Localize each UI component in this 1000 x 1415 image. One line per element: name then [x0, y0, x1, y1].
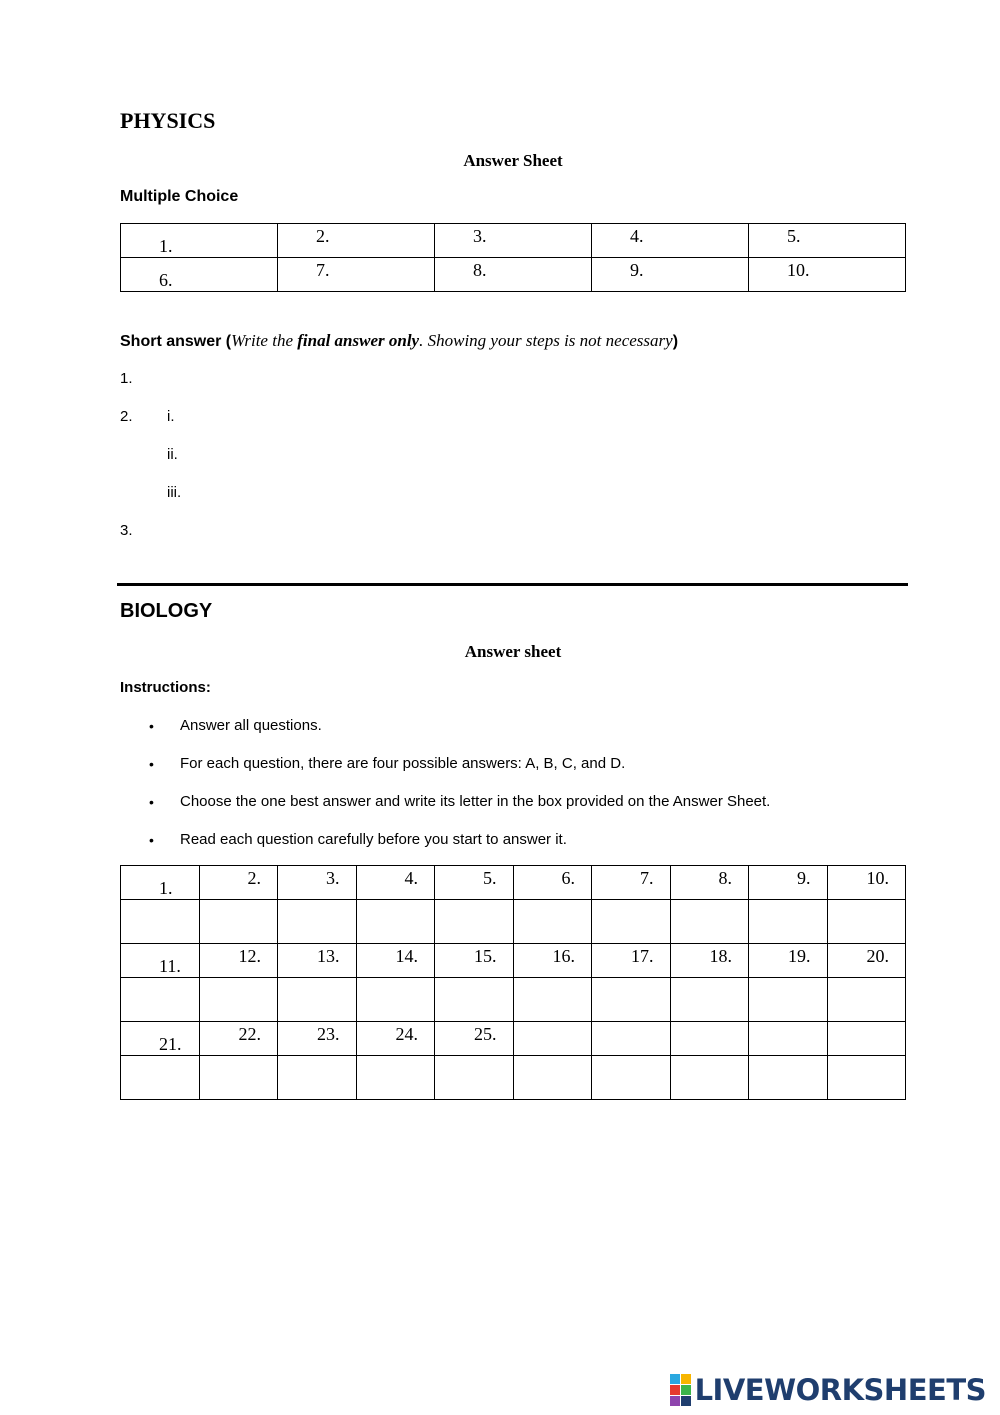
- short-answer-heading: [120, 331, 678, 351]
- question-number: 15.: [474, 946, 497, 966]
- grid-number-cell: [592, 1022, 671, 1056]
- grid-number-cell: [278, 866, 357, 900]
- section-divider: [117, 583, 908, 586]
- bullet-icon: •: [149, 756, 154, 772]
- question-number: 9.: [630, 260, 644, 280]
- answer-box[interactable]: [513, 1056, 592, 1100]
- grid-number-cell: [199, 866, 278, 900]
- question-number: 18.: [709, 946, 732, 966]
- question-number: 20.: [866, 946, 889, 966]
- answer-box[interactable]: [121, 978, 200, 1022]
- question-number: 6.: [159, 270, 173, 290]
- logo-mark-icon: [670, 1374, 691, 1406]
- grid-number-cell: [199, 944, 278, 978]
- instructions-label: Instructions:: [120, 679, 211, 696]
- grid-number-cell: [670, 944, 749, 978]
- answer-box[interactable]: [749, 900, 828, 944]
- mc-cell[interactable]: [278, 258, 435, 292]
- grid-number-cell: [827, 866, 906, 900]
- logo-square: [681, 1396, 691, 1406]
- short-answer-close: ): [672, 333, 679, 350]
- grid-number-cell: [827, 1022, 906, 1056]
- answer-box[interactable]: [278, 1056, 357, 1100]
- answer-box[interactable]: [749, 978, 828, 1022]
- answer-box[interactable]: [749, 1056, 828, 1100]
- question-number: 13.: [317, 946, 340, 966]
- grid-number-cell: [121, 1022, 200, 1056]
- table-row: [121, 1056, 906, 1100]
- bullet-icon: •: [149, 718, 154, 734]
- grid-number-cell: [513, 866, 592, 900]
- bullet-icon: •: [149, 832, 154, 848]
- mc-cell[interactable]: [121, 224, 278, 258]
- answer-box[interactable]: [278, 900, 357, 944]
- question-number: 1.: [159, 878, 173, 898]
- answer-box[interactable]: [435, 978, 514, 1022]
- list-item: [149, 754, 980, 792]
- answer-box[interactable]: [199, 900, 278, 944]
- question-number: 5.: [787, 226, 801, 246]
- biology-subtitle: Answer sheet: [464, 642, 562, 661]
- short-answer-q2: 2.: [120, 408, 133, 425]
- biology-answer-grid: [120, 865, 906, 1100]
- grid-number-cell: [435, 944, 514, 978]
- question-number: 21.: [159, 1034, 182, 1054]
- table-row: [121, 900, 906, 944]
- instructions-list: [120, 716, 980, 868]
- question-number: 10.: [866, 868, 889, 888]
- question-number: 6.: [561, 868, 575, 888]
- mc-cell[interactable]: [435, 258, 592, 292]
- answer-box[interactable]: [592, 978, 671, 1022]
- question-number: 17.: [631, 946, 654, 966]
- instruction-text: For each question, there are four possible answers: A, B, C, and D.: [180, 755, 626, 772]
- question-number: 8.: [718, 868, 732, 888]
- short-answer-q1: 1.: [120, 370, 133, 387]
- biology-heading: BIOLOGY: [120, 600, 213, 622]
- grid-number-cell: [513, 1022, 592, 1056]
- answer-box[interactable]: [356, 900, 435, 944]
- answer-box[interactable]: [670, 1056, 749, 1100]
- table-row: [121, 944, 906, 978]
- answer-box[interactable]: [199, 1056, 278, 1100]
- question-number: 2.: [316, 226, 330, 246]
- answer-box[interactable]: [670, 900, 749, 944]
- grid-number-cell: [592, 944, 671, 978]
- question-number: 3.: [326, 868, 340, 888]
- logo-square: [670, 1385, 680, 1395]
- mc-cell[interactable]: [749, 258, 906, 292]
- answer-box[interactable]: [199, 978, 278, 1022]
- question-number: 4.: [630, 226, 644, 246]
- grid-number-cell: [121, 944, 200, 978]
- short-answer-q2-i: i.: [167, 408, 175, 425]
- answer-box[interactable]: [513, 978, 592, 1022]
- table-row: [121, 978, 906, 1022]
- physics-heading: PHYSICS: [120, 108, 216, 133]
- grid-number-cell: [670, 866, 749, 900]
- grid-number-cell: [435, 866, 514, 900]
- answer-box[interactable]: [356, 1056, 435, 1100]
- physics-mc-table: [120, 223, 906, 292]
- multiple-choice-label: Multiple Choice: [120, 188, 239, 205]
- bullet-icon: •: [149, 794, 154, 810]
- short-answer-instruction-a: Write the: [231, 331, 298, 350]
- question-number: 10.: [787, 260, 810, 280]
- mc-cell[interactable]: [278, 224, 435, 258]
- grid-number-cell: [749, 1022, 828, 1056]
- grid-number-cell: [827, 944, 906, 978]
- short-answer-q2-iii: iii.: [167, 484, 182, 501]
- table-row: [121, 866, 906, 900]
- answer-box[interactable]: [827, 978, 906, 1022]
- question-number: 8.: [473, 260, 487, 280]
- grid-number-cell: [513, 944, 592, 978]
- question-number: 1.: [159, 236, 173, 256]
- grid-number-cell: [121, 866, 200, 900]
- table-row: [121, 1022, 906, 1056]
- question-number: 14.: [395, 946, 418, 966]
- answer-box[interactable]: [592, 1056, 671, 1100]
- grid-number-cell: [749, 944, 828, 978]
- physics-subtitle: Answer Sheet: [463, 151, 563, 170]
- mc-cell[interactable]: [592, 258, 749, 292]
- mc-cell[interactable]: [435, 224, 592, 258]
- question-number: 11.: [159, 956, 181, 976]
- grid-number-cell: [356, 1022, 435, 1056]
- grid-number-cell: [278, 944, 357, 978]
- list-item: [149, 792, 980, 830]
- question-number: 25.: [474, 1024, 497, 1044]
- question-number: 5.: [483, 868, 497, 888]
- answer-box[interactable]: [435, 1056, 514, 1100]
- question-number: 12.: [238, 946, 261, 966]
- answer-box[interactable]: [121, 1056, 200, 1100]
- grid-number-cell: [592, 866, 671, 900]
- answer-box[interactable]: [513, 900, 592, 944]
- grid-number-cell: [199, 1022, 278, 1056]
- grid-number-cell: [278, 1022, 357, 1056]
- question-number: 23.: [317, 1024, 340, 1044]
- logo-square: [681, 1385, 691, 1395]
- answer-box[interactable]: [356, 978, 435, 1022]
- question-number: 7.: [316, 260, 330, 280]
- grid-number-cell: [670, 1022, 749, 1056]
- logo-text: LIVEWORKSHEETS: [694, 1373, 986, 1407]
- answer-box[interactable]: [121, 900, 200, 944]
- instruction-text: Answer all questions.: [180, 717, 322, 734]
- answer-box[interactable]: [827, 1056, 906, 1100]
- question-number: 24.: [395, 1024, 418, 1044]
- question-number: 19.: [788, 946, 811, 966]
- short-answer-instruction-c: . Showing your steps is not necessary: [419, 331, 673, 350]
- table-row: [121, 224, 906, 258]
- logo-square: [681, 1374, 691, 1384]
- question-number: 7.: [640, 868, 654, 888]
- question-number: 16.: [552, 946, 575, 966]
- grid-number-cell: [356, 866, 435, 900]
- short-answer-instruction-b: final answer only: [297, 331, 420, 350]
- answer-box[interactable]: [278, 978, 357, 1022]
- question-number: 22.: [238, 1024, 261, 1044]
- answer-box[interactable]: [670, 978, 749, 1022]
- liveworksheets-logo: [670, 1372, 986, 1408]
- list-item: [149, 830, 980, 868]
- logo-square: [670, 1374, 680, 1384]
- mc-cell[interactable]: [749, 224, 906, 258]
- grid-number-cell: [749, 866, 828, 900]
- answer-box[interactable]: [827, 900, 906, 944]
- question-number: 4.: [404, 868, 418, 888]
- list-item: [149, 716, 980, 754]
- table-row: [121, 258, 906, 292]
- answer-box[interactable]: [435, 900, 514, 944]
- short-answer-label: Short answer (: [120, 333, 232, 350]
- short-answer-q3: 3.: [120, 522, 133, 539]
- question-number: 2.: [247, 868, 261, 888]
- question-number: 3.: [473, 226, 487, 246]
- short-answer-q2-ii: ii.: [167, 446, 178, 463]
- grid-number-cell: [356, 944, 435, 978]
- logo-square: [670, 1396, 680, 1406]
- instruction-text: Choose the one best answer and write its letter in the box provided on the Answer Sheet.: [180, 793, 771, 810]
- question-number: 9.: [797, 868, 811, 888]
- instruction-text: Read each question carefully before you start to answer it.: [180, 831, 567, 848]
- mc-cell[interactable]: [121, 258, 278, 292]
- answer-box[interactable]: [592, 900, 671, 944]
- grid-number-cell: [435, 1022, 514, 1056]
- mc-cell[interactable]: [592, 224, 749, 258]
